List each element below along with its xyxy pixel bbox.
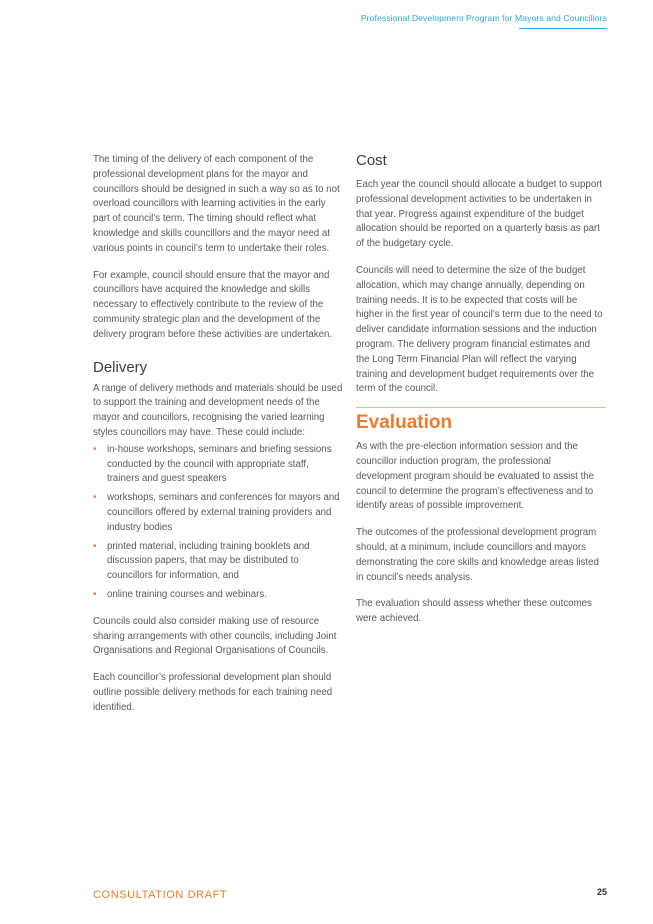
delivery-methods-paragraph: Each councillor’s professional development plan should outline possible delivery methods for each training need identified. [93,672,333,713]
list-item: • online training courses and webinars. [93,588,343,603]
bullet-icon: • [93,540,97,552]
cost-heading: Cost [356,152,387,169]
bullet-icon: • [93,443,97,455]
section-divider [356,407,606,408]
list-item: • workshops, seminars and conferences for mayors and councillors offered by external training providers and industry bodies [93,492,340,533]
delivery-methods-list [93,443,343,603]
footer-label: CONSULTATION DRAFT [93,889,228,901]
cost-paragraph-1: Each year the council should allocate a budget to support professional development activities to be undertaken in that year. Progress against expenditure of the budget allocation should be reported on a quarterly basis as part of the budgetary cycle. [356,179,603,250]
list-item: • printed material, including training booklets and discussion papers, that may be distributed to councillors for information, and [93,540,310,582]
evaluation-paragraph-3: The evaluation should assess whether these outcomes were achieved. [356,598,592,625]
timing-paragraph: The timing of the delivery of each component of the professional development plans for the mayor and councillors should be designed in such a way so as to not overload councillors with learning activities in the early part of council’s term. The timing should reflect what knowledge and skills councillors and the mayor need at various points in council’s term to undertake their roles. [93,154,340,254]
resource-sharing-paragraph: Councils could also consider making use of resource sharing arrangements with other councils, including Joint Organisations and Regional Organisations of Councils. [93,615,337,657]
cost-paragraph-2: Councils will need to determine the size of the budget allocation, which may change annually, depending on training needs. It is to be expected that costs will be higher in the first year of council’s term due to the need to deliver candidate information sessions and the induction program. The delivery program financial estimates and the Long Term Financial Plan will reflect the varying training and development budget requirements over the term of the council. [356,264,603,395]
header-rule [519,28,607,29]
running-header: Professional Development Program for Mayors and Councillors [360,13,607,23]
left-column [93,153,343,728]
evaluation-paragraph-2: The outcomes of the professional development program should, at a minimum, include councillors and mayors demonstrating the core skills and knowledge areas listed in council’s needs analysis. [356,527,599,583]
page-number: 25 [596,887,607,897]
delivery-intro-paragraph: A range of delivery methods and materials should be used to support the training and development needs of the mayor and councillors, recognising the varied learning styles councillors may have. These could include: [93,382,343,438]
bullet-icon: • [93,588,97,600]
evaluation-paragraph-1: As with the pre-election information session and the councillor induction program, the professional development program should be evaluated to assist the council to determine the program’s effectiveness and to identify areas of possible improvement. [356,441,595,512]
evaluation-heading: Evaluation [356,412,453,434]
example-paragraph: For example, council should ensure that the mayor and councillors have acquired the knowledge and skills necessary to effectively contribute to the review of the community strategic plan and the development of the delivery program before these activities are undertaken. [93,269,333,340]
list-item: • in-house workshops, seminars and briefing sessions conducted by the council with appropriate staff, trainers and guest speakers [93,443,332,485]
bullet-icon: • [93,492,97,504]
right-column [356,152,606,639]
delivery-heading: Delivery [93,358,148,376]
